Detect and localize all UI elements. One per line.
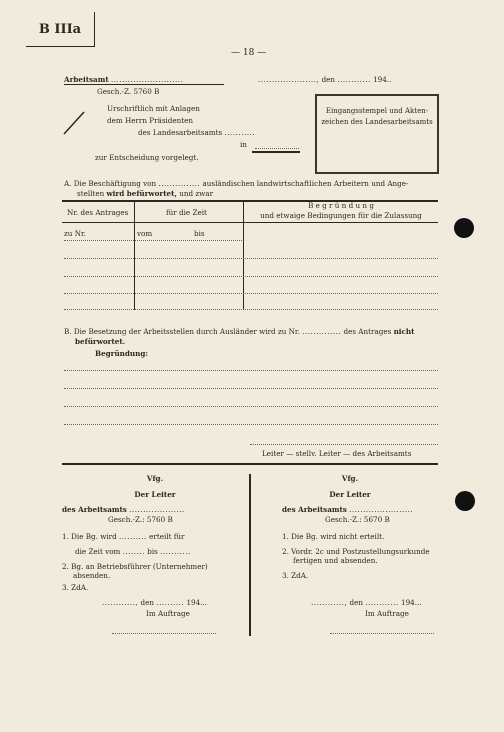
section-a-fill: ...............: [158, 179, 201, 188]
place-date-line: [258, 75, 391, 84]
in-underline: [252, 151, 300, 153]
left-vfg: Vfg.: [146, 474, 164, 483]
right-ref: Gesch.-Z.: 5670 B: [325, 515, 390, 524]
column-divider: [249, 474, 251, 636]
left-date-fill: ..........: [156, 598, 185, 607]
forward-line-2: dem Herrn Präsidenten: [107, 116, 194, 125]
right-im-auftrage: Im Auftrage: [365, 609, 409, 618]
left-item-2: 2. Bg. an Betriebsführer (Unternehmer): [62, 562, 208, 571]
right-der-leiter: Der Leiter: [329, 490, 371, 499]
left-im-auftrage: Im Auftrage: [146, 609, 190, 618]
stamp-line-2: zeichen des Landesarbeitsamts: [321, 118, 433, 126]
signature-caption: Leiter — stellv. Leiter — des Arbeitsamts: [262, 449, 412, 458]
reason-line: [64, 424, 438, 425]
left-der-leiter: Der Leiter: [134, 490, 176, 499]
table-header-rule: [62, 222, 438, 223]
section-a-line-2: [77, 189, 213, 198]
left-date-line: [102, 598, 207, 607]
table-row-line: [64, 240, 242, 241]
left-item-1-text: 1. Die Bg. wird: [62, 532, 117, 541]
left-office-line: [62, 505, 185, 514]
right-date-line: [311, 598, 422, 607]
right-vfg: Vfg.: [341, 474, 359, 483]
section-b-line-1: [64, 327, 414, 336]
office-line: [64, 75, 183, 84]
left-year: 194...: [186, 598, 208, 607]
right-year: 194...: [401, 598, 422, 607]
left-place-fill: ............,: [102, 598, 139, 607]
section-a-text-2: stellten: [77, 189, 105, 198]
row-label-bis: bis: [194, 229, 205, 238]
section-b-text-1: B. Die Besetzung der Arbeitsstellen durch Ausländer wird zu Nr.: [64, 327, 300, 336]
right-item-2: 2. Vordr. 2c und Postzustellungsurkunde: [282, 547, 430, 556]
place-fill: .....................,: [258, 75, 320, 84]
col-header-bedingungen: und etwaige Bedingungen für die Zulassung: [260, 211, 422, 220]
page-number: — 18 —: [231, 48, 267, 58]
reason-line: [64, 388, 438, 389]
section-b-text-mid: des Antrages: [343, 327, 392, 336]
right-date-label: den: [349, 598, 363, 607]
form-code: B IIIa: [38, 21, 82, 37]
year-label: 194..: [373, 75, 392, 84]
right-date-fill: ............: [365, 598, 399, 607]
left-item-1-bis: bis: [147, 547, 158, 556]
left-item-1: [62, 532, 184, 541]
right-item-1: 1. Die Bg. wird nicht erteilt.: [282, 532, 385, 541]
table-row-line: [64, 276, 438, 277]
office-fill: ..........................: [110, 75, 184, 84]
left-office-label: des Arbeitsamts: [62, 505, 127, 514]
left-item-1-period: [75, 547, 191, 556]
date-fill: ............: [337, 75, 371, 84]
left-date-label: den: [140, 598, 154, 607]
right-signature-line: [330, 633, 434, 634]
form-code-tab: [26, 12, 95, 47]
right-office-fill: .......................: [349, 505, 414, 514]
col-header-nr: Nr. des Antrages: [67, 208, 129, 217]
office-label: Arbeitsamt: [64, 75, 109, 84]
left-item-1-bis-fill: ...........: [160, 547, 191, 556]
left-item-1-rest: erteilt für: [149, 532, 185, 541]
right-office-label: des Arbeitsamts: [282, 505, 347, 514]
address-ref: Gesch.-Z. 5760 B: [97, 87, 160, 96]
forward-note: zur Entscheidung vorgelegt.: [95, 153, 199, 162]
left-office-fill: ....................: [129, 505, 185, 514]
in-label: in: [240, 140, 247, 149]
punch-hole-bottom: [455, 491, 475, 511]
left-item-3: 3. ZdA.: [62, 583, 89, 592]
section-a-text-1-rest: ausländischen landwirtschaftlichen Arbeitern und Ange-: [202, 179, 409, 188]
stamp-box: [315, 94, 439, 174]
section-b-line-2: befürwortet.: [75, 337, 126, 346]
col-header-zeit: für die Zeit: [166, 208, 207, 217]
section-a-text-2-rest: und zwar: [179, 189, 214, 198]
left-ref: Gesch.-Z.: 5760 B: [108, 515, 173, 524]
right-item-2-cont: fertigen und absenden.: [293, 556, 378, 565]
left-item-1-von-fill: ........: [122, 547, 145, 556]
row-label-nr: zu Nr.: [64, 229, 86, 238]
left-item-2-cont: absenden.: [73, 571, 111, 580]
table-row-line: [64, 309, 438, 310]
forward-line-3-text: des Landesarbeitsamts: [138, 128, 223, 137]
date-label: den: [321, 75, 336, 84]
section-b-fill: ..............: [302, 327, 342, 336]
forward-line-1: Urschriftlich mit Anlagen: [107, 104, 200, 113]
punch-hole-top: [454, 218, 474, 238]
forward-line-3-fill: ...........: [224, 128, 256, 137]
section-a-line-1: [64, 179, 408, 188]
reason-line: [64, 406, 438, 407]
reason-line: [64, 370, 438, 371]
table-row-line: [64, 293, 438, 294]
left-item-1-von: die Zeit vom: [75, 547, 121, 556]
section-divider: [62, 463, 438, 465]
section-a-text-1: A. Die Beschäftigung von: [64, 179, 157, 188]
table-row-line: [64, 258, 438, 259]
right-office-line: [282, 505, 413, 514]
left-item-1-fill: ..........: [118, 532, 147, 541]
signature-line: [250, 444, 438, 445]
reason-label: Begründung:: [95, 349, 149, 358]
office-underline: [64, 84, 224, 85]
col-header-begruendung: B e g r ü n d u n g: [308, 201, 374, 210]
left-signature-line: [112, 633, 216, 634]
right-place-fill: ............,: [311, 598, 348, 607]
row-label-vom: vom: [137, 229, 153, 238]
slash-mark: [62, 110, 88, 136]
section-a-bold: wird befürwortet,: [106, 189, 177, 198]
forward-line-3: [138, 128, 255, 137]
right-item-3: 3. ZdA.: [282, 571, 309, 580]
stamp-line-1: Eingangsstempel und Akten-: [325, 107, 429, 115]
section-b-bold: nicht: [393, 327, 415, 336]
in-fill: [255, 148, 299, 149]
